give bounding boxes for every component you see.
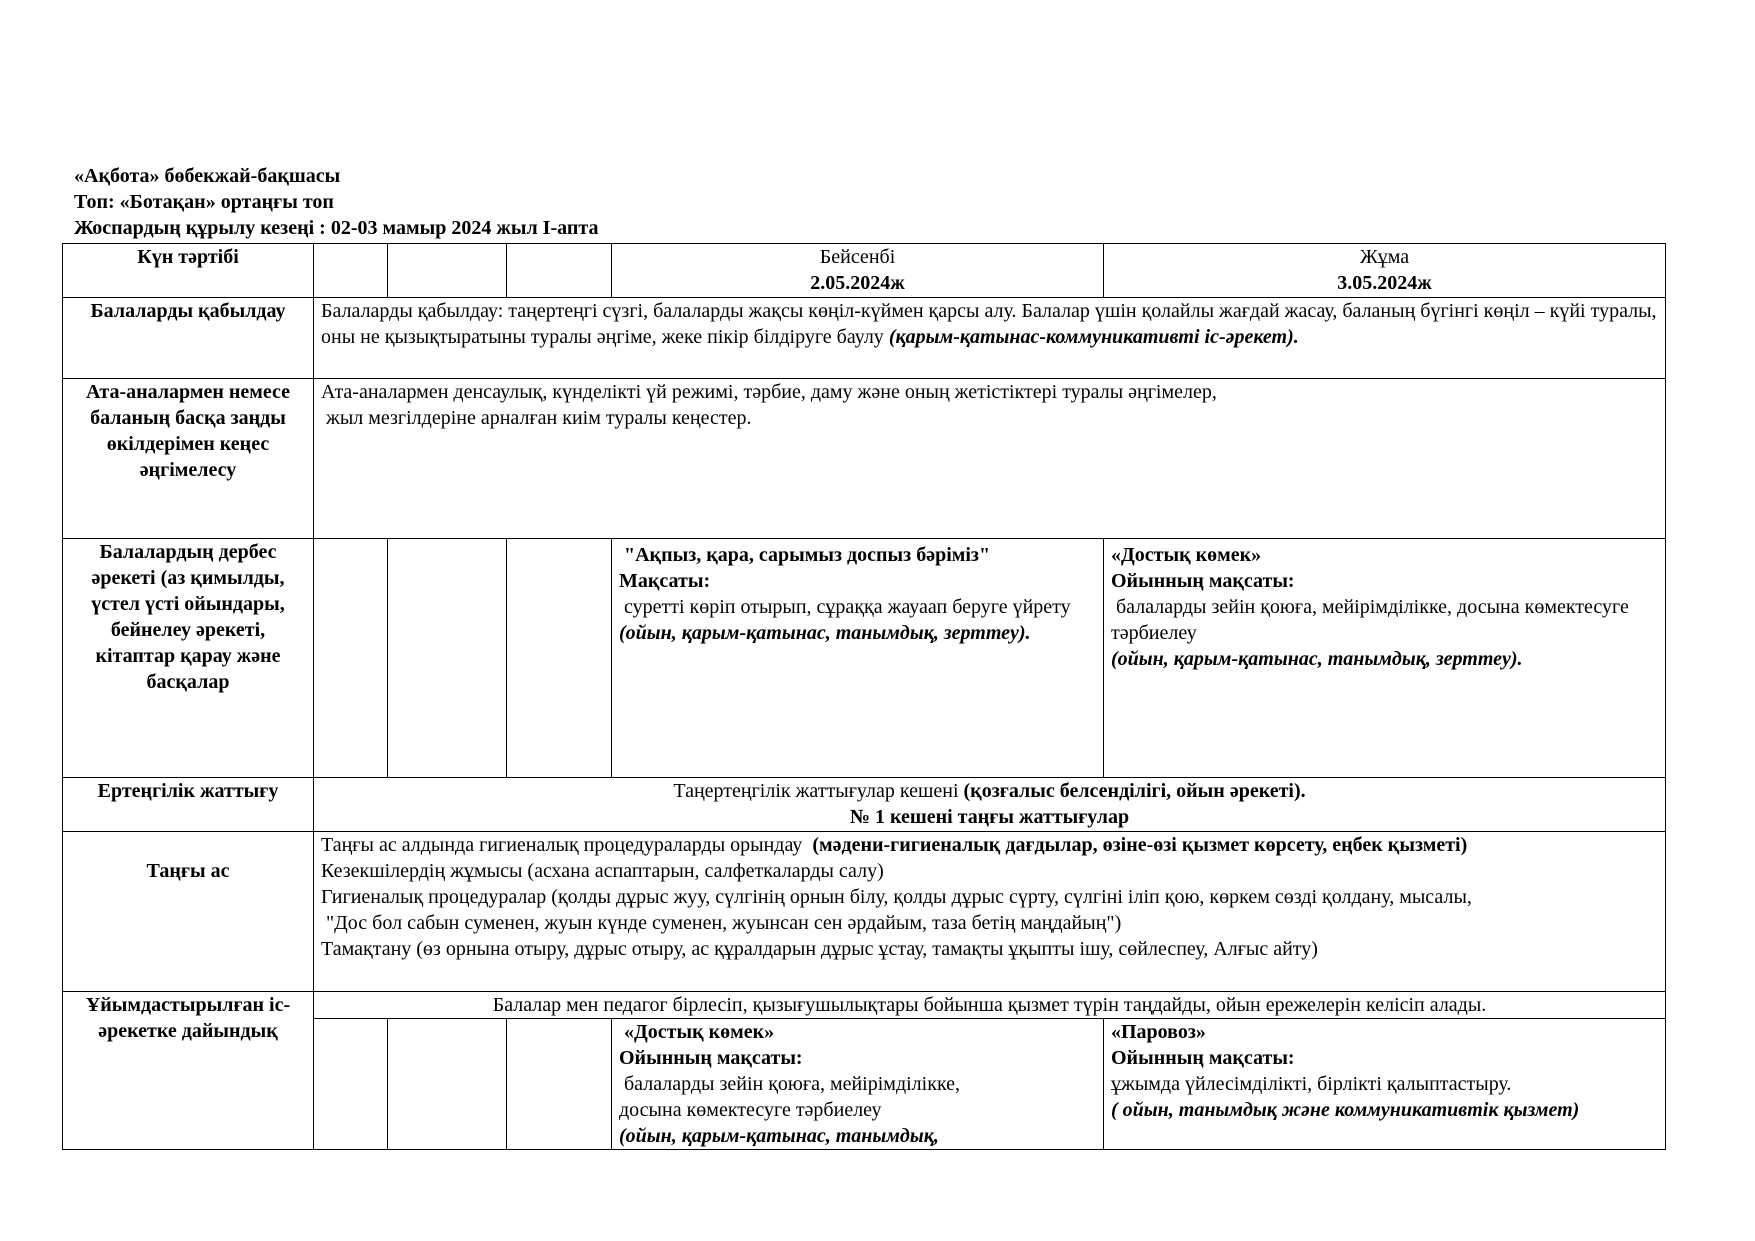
thursday-name: Бейсенбі bbox=[819, 246, 896, 268]
breakfast-line-4: "Дос бол сабын суменен, жуын күнде суменен, жуынсан сен әрдайым, таза бетің маңдайың") bbox=[321, 912, 1122, 934]
breakfast-line-1 bbox=[321, 832, 1658, 858]
daily-plan-table bbox=[62, 243, 1666, 1150]
independent-friday-goal: балаларды зейін қоюға, мейірімділікке, досына көмектесуге тәрбиелеу bbox=[1111, 596, 1634, 644]
table-header-row bbox=[63, 244, 1666, 298]
exercise-line-1 bbox=[321, 778, 1658, 804]
exercise-tag: (қозғалыс белсенділігі, ойын әрекеті). bbox=[963, 780, 1306, 802]
breakfast-line-3: Гигиеналық процедуралар (қолды дұрыс жуу, сүлгінің орнын білу, қолды дұрыс сүрту, сүлгіні іліп қою, көркем сөзді қолдану, мысалы, bbox=[321, 886, 1472, 908]
table-row bbox=[63, 539, 1666, 778]
breakfast-line-5: Тамақтану (өз орнына отыру, дұрыс отыру, ас құралдарын дұрыс ұстау, тамақты ұқыпты ішу, сөйлеспеу, Алғыс айту) bbox=[321, 938, 1318, 960]
table-row bbox=[63, 992, 1666, 1019]
row-label-parents: Ата-аналармен немесе баланың басқа заңды өкілдерімен кеңес әңгімелесу bbox=[63, 379, 314, 539]
row-label-preparation: Ұйымдастырылған іс-әрекетке дайындық bbox=[63, 992, 314, 1150]
exercise-content bbox=[314, 778, 1666, 832]
row-label-independent-activity: Балалардың дербес әрекеті (аз қимылды, үстел үсті ойындары, бейнелеу әрекеті, кітаптар қарау және басқалар bbox=[63, 539, 314, 778]
preparation-wednesday bbox=[507, 1019, 612, 1150]
preparation-tuesday bbox=[388, 1019, 507, 1150]
independent-friday-goal-label: Ойынның мақсаты: bbox=[1111, 570, 1295, 592]
friday-name: Жұма bbox=[1359, 246, 1410, 268]
row-label-reception: Балаларды қабылдау bbox=[63, 298, 314, 379]
preparation-friday-tag: ( ойын, танымдық және коммуникативтік қызмет) bbox=[1111, 1099, 1580, 1121]
column-header-schedule: Күн тәртібі bbox=[63, 244, 314, 298]
independent-friday-title: «Достық көмек» bbox=[1111, 544, 1262, 566]
breakfast-label-text: Таңғы ас bbox=[146, 860, 230, 882]
breakfast-line-2: Кезекшілердің жұмысы (асхана аспаптарын, салфеткаларды салу) bbox=[321, 860, 884, 882]
preparation-friday bbox=[1104, 1019, 1666, 1150]
independent-thursday-goal: суретті көріп отырып, сұраққа жауаап беруге үйрету bbox=[619, 596, 1071, 618]
independent-thursday-goal-label: Мақсаты: bbox=[619, 570, 711, 592]
preparation-friday-goal: ұжымда үйлесімділікті, бірлікті қалыптастыру. bbox=[1111, 1073, 1512, 1095]
row-label-breakfast bbox=[63, 832, 314, 992]
independent-friday-tag: (ойын, қарым-қатынас, танымдық, зерттеу). bbox=[1111, 648, 1523, 670]
independent-wednesday bbox=[507, 539, 612, 778]
preparation-thursday-goal-label: Ойынның мақсаты: bbox=[619, 1047, 803, 1069]
breakfast-line-1-tag: (мәдени-гигиеналық дағдылар, өзіне-өзі қызмет көрсету, еңбек қызметі) bbox=[812, 834, 1468, 856]
column-header-friday bbox=[1104, 244, 1666, 298]
table-row bbox=[63, 832, 1666, 992]
thursday-date: 2.05.2024ж bbox=[810, 272, 905, 294]
independent-monday bbox=[314, 539, 388, 778]
preparation-thursday-tag: (ойын, қарым-қатынас, танымдық, bbox=[619, 1125, 939, 1147]
preparation-thursday-goal: балаларды зейін қоюға, мейірімділікке, досына көмектесуге тәрбиелеу bbox=[619, 1073, 966, 1121]
friday-date: 3.05.2024ж bbox=[1337, 272, 1432, 294]
table-row bbox=[63, 298, 1666, 379]
reception-text: Балаларды қабылдау: таңертеңгі сүзгі, балаларды жақсы көңіл-күймен қарсы алу. Балалар үшін қолайлы жағдай жасау, баланың бүгінгі көңіл – күйі туралы, оны не қызықтыратыны туралы әңгіме, жеке пікір білдіруге баулу bbox=[321, 300, 1657, 348]
independent-thursday bbox=[612, 539, 1104, 778]
column-header-monday bbox=[314, 244, 388, 298]
group-name: Топ: «Ботақан» ортаңғы топ bbox=[74, 191, 334, 213]
reception-content bbox=[314, 298, 1666, 379]
document-header bbox=[74, 163, 598, 241]
independent-thursday-title: "Ақпыз, қара, сарымыз доспыз бәріміз" bbox=[619, 544, 991, 566]
breakfast-line-1-text: Таңғы ас алдында гигиеналық процедураларды орындау bbox=[321, 834, 813, 856]
column-header-wednesday bbox=[507, 244, 612, 298]
table-row bbox=[63, 379, 1666, 539]
parents-line-1: Ата-аналармен денсаулық, күнделікті үй режимі, тәрбие, даму және оның жетістіктері туралы әңгімелер, bbox=[321, 381, 1217, 403]
preparation-monday bbox=[314, 1019, 388, 1150]
independent-thursday-tag: (ойын, қарым-қатынас, танымдық, зерттеу). bbox=[619, 622, 1031, 644]
independent-friday bbox=[1104, 539, 1666, 778]
exercise-line-2: № 1 кешені таңғы жаттығулар bbox=[849, 806, 1130, 828]
breakfast-content bbox=[314, 832, 1666, 992]
preparation-shared: Балалар мен педагог бірлесіп, қызығушылықтары бойынша қызмет түрін таңдайды, ойын ережелерін келісіп алады. bbox=[314, 992, 1666, 1019]
row-label-morning-exercise: Ертеңгілік жаттығу bbox=[63, 778, 314, 832]
preparation-thursday-title: «Достық көмек» bbox=[619, 1021, 775, 1043]
preparation-friday-title: «Паровоз» bbox=[1111, 1021, 1206, 1043]
parents-content bbox=[314, 379, 1666, 539]
independent-tuesday bbox=[388, 539, 507, 778]
column-header-tuesday bbox=[388, 244, 507, 298]
kindergarten-name: «Ақбота» бөбекжай-бақшасы bbox=[74, 165, 341, 187]
column-header-thursday bbox=[612, 244, 1104, 298]
preparation-thursday bbox=[612, 1019, 1104, 1150]
plan-period: Жоспардың құрылу кезеңі : 02-03 мамыр 2024 жыл I-апта bbox=[74, 217, 599, 239]
preparation-friday-goal-label: Ойынның мақсаты: bbox=[1111, 1047, 1295, 1069]
reception-tag: (қарым-қатынас-коммуникативті іс-әрекет). bbox=[888, 326, 1299, 348]
parents-line-2: жыл мезгілдеріне арналған киім туралы кеңестер. bbox=[321, 407, 752, 429]
table-row bbox=[63, 778, 1666, 832]
exercise-text: Таңертеңгілік жаттығулар кешені bbox=[673, 780, 964, 802]
